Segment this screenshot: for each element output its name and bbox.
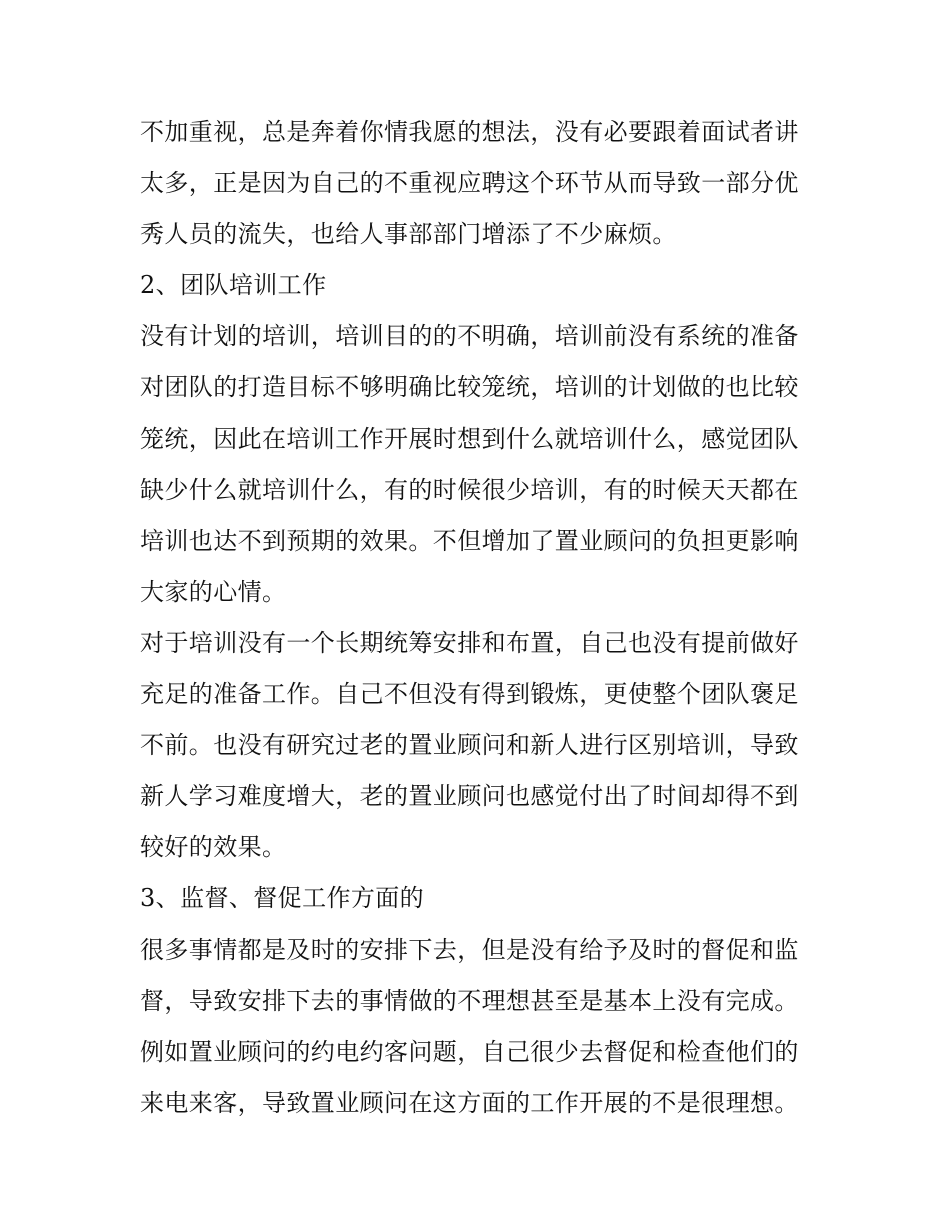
section-heading: 2、团队培训工作 [140,271,327,300]
paragraph-line: 督，导致安排下去的事情做的不理想甚至是基本上没有完成。 [140,986,799,1015]
document-body [140,107,820,1129]
paragraph-line: 较好的效果。 [140,833,287,862]
paragraph-line: 对于培训没有一个长期统筹安排和布置，自己也没有提前做好 [140,628,799,657]
paragraph-line: 太多，正是因为自己的不重视应聘这个环节从而导致一部分优 [140,169,799,198]
paragraph-line: 对团队的打造目标不够明确比较笼统，培训的计划做的也比较 [140,373,799,402]
paragraph-line: 充足的准备工作。自己不但没有得到锻炼，更使整个团队褒足 [140,680,799,709]
paragraph-line: 新人学习难度增大，老的置业顾问也感觉付出了时间却得不到 [140,782,799,811]
paragraph-line: 不前。也没有研究过老的置业顾问和新人进行区别培训，导致 [140,731,799,760]
paragraph-line: 秀人员的流失，也给人事部部门增添了不少麻烦。 [140,220,677,249]
section-heading: 3、监督、督促工作方面的 [140,884,425,913]
paragraph-line: 大家的心情。 [140,577,287,606]
paragraph-line: 缺少什么就培训什么，有的时候很少培训，有的时候天天都在 [140,475,799,504]
paragraph-line: 很多事情都是及时的安排下去，但是没有给予及时的督促和监 [140,935,799,964]
paragraph-line: 例如置业顾问的约电约客问题，自己很少去督促和检查他们的 [140,1037,799,1066]
paragraph-line: 没有计划的培训，培训目的的不明确，培训前没有系统的准备 [140,322,799,351]
paragraph-line: 来电来客，导致置业顾问在这方面的工作开展的不是很理想。 [140,1088,799,1117]
paragraph-line: 笼统，因此在培训工作开展时想到什么就培训什么，感觉团队 [140,424,799,453]
paragraph-line: 不加重视，总是奔着你情我愿的想法，没有必要跟着面试者讲 [140,118,799,146]
paragraph-line: 培训也达不到预期的效果。不但增加了置业顾问的负担更影响 [140,526,799,555]
